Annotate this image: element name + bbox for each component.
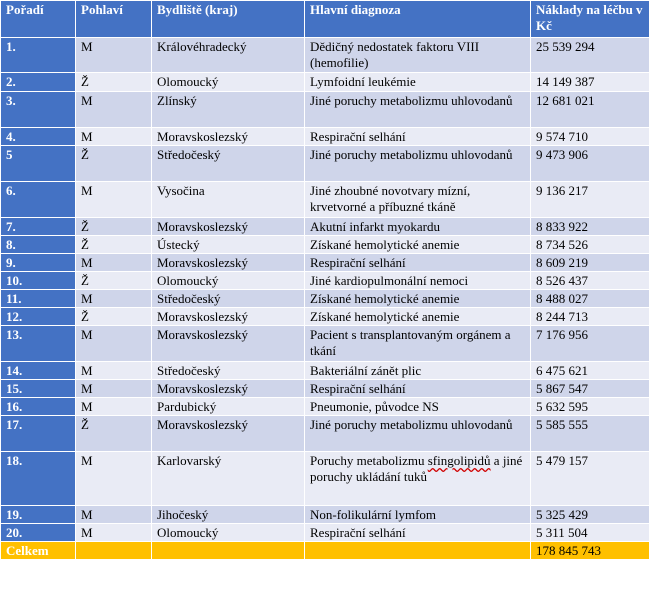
table-row — [1, 416, 650, 452]
row-cost: 7 176 956 — [531, 326, 650, 362]
row-rank: 15. — [1, 380, 76, 398]
row-rank: 10. — [1, 272, 76, 290]
row-cost: 9 136 217 — [531, 182, 650, 218]
row-rank: 12. — [1, 308, 76, 326]
row-cost: 5 867 547 — [531, 380, 650, 398]
table-row — [1, 182, 650, 218]
row-diagnosis: Získané hemolytické anemie — [305, 290, 531, 308]
row-rank: 16. — [1, 398, 76, 416]
table-row — [1, 272, 650, 290]
total-row — [1, 542, 650, 560]
row-gender: Ž — [76, 272, 152, 290]
row-diagnosis: Jiné kardiopulmonální nemoci — [305, 272, 531, 290]
header-diagnosis: Hlavní diagnoza — [305, 1, 531, 38]
table-row — [1, 326, 650, 362]
row-diagnosis: Respirační selhání — [305, 380, 531, 398]
row-region: Ústecký — [152, 236, 305, 254]
row-gender: Ž — [76, 308, 152, 326]
row-gender: M — [76, 380, 152, 398]
row-diagnosis: Získané hemolytické anemie — [305, 308, 531, 326]
row-region: Zlínský — [152, 92, 305, 128]
row-cost: 14 149 387 — [531, 73, 650, 92]
row-gender: Ž — [76, 236, 152, 254]
row-cost: 8 734 526 — [531, 236, 650, 254]
row-rank: 5 — [1, 146, 76, 182]
row-gender: M — [76, 38, 152, 73]
row-diagnosis: Jiné zhoubné novotvary mízní, krvetvorné a příbuzné tkáně — [305, 182, 531, 218]
total-empty-cell — [76, 542, 152, 560]
table-row — [1, 290, 650, 308]
total-empty-cell — [305, 542, 531, 560]
table-row — [1, 308, 650, 326]
row-cost: 8 609 219 — [531, 254, 650, 272]
row-cost: 8 526 437 — [531, 272, 650, 290]
row-region: Moravskoslezský — [152, 254, 305, 272]
row-gender: M — [76, 290, 152, 308]
diagnosis-text-part: a jiné poruchy ukládání tuků — [310, 453, 523, 484]
row-rank: 2. — [1, 73, 76, 92]
row-region: Moravskoslezský — [152, 308, 305, 326]
row-rank: 7. — [1, 218, 76, 236]
row-cost: 9 574 710 — [531, 128, 650, 146]
row-cost: 5 479 157 — [531, 452, 650, 506]
row-gender: Ž — [76, 416, 152, 452]
row-cost: 5 585 555 — [531, 416, 650, 452]
row-cost: 12 681 021 — [531, 92, 650, 128]
header-region: Bydliště (kraj) — [152, 1, 305, 38]
row-gender: M — [76, 92, 152, 128]
row-diagnosis: Pacient s transplantovaným orgánem a tkání — [305, 326, 531, 362]
total-cost: 178 845 743 — [531, 542, 650, 560]
row-region: Karlovarský — [152, 452, 305, 506]
row-diagnosis: Non-folikulární lymfom — [305, 506, 531, 524]
row-diagnosis: Pneumonie, původce NS — [305, 398, 531, 416]
row-diagnosis: Lymfoidní leukémie — [305, 73, 531, 92]
row-rank: 18. — [1, 452, 76, 506]
row-region: Olomoucký — [152, 524, 305, 542]
row-region: Středočeský — [152, 362, 305, 380]
diagnosis-text-part: Poruchy metabolizmu — [310, 453, 428, 468]
row-region: Vysočina — [152, 182, 305, 218]
row-region: Olomoucký — [152, 73, 305, 92]
row-cost: 5 632 595 — [531, 398, 650, 416]
row-gender: Ž — [76, 73, 152, 92]
row-diagnosis: Získané hemolytické anemie — [305, 236, 531, 254]
row-gender: M — [76, 452, 152, 506]
row-cost: 8 833 922 — [531, 218, 650, 236]
row-region: Olomoucký — [152, 272, 305, 290]
row-cost: 9 473 906 — [531, 146, 650, 182]
table-row — [1, 452, 650, 506]
row-region: Středočeský — [152, 290, 305, 308]
total-empty-cell — [152, 542, 305, 560]
row-gender: M — [76, 128, 152, 146]
table-row — [1, 380, 650, 398]
row-region: Moravskoslezský — [152, 416, 305, 452]
row-region: Moravskoslezský — [152, 380, 305, 398]
row-gender: M — [76, 524, 152, 542]
table-row — [1, 73, 650, 92]
row-rank: 4. — [1, 128, 76, 146]
row-rank: 1. — [1, 38, 76, 73]
row-cost: 8 488 027 — [531, 290, 650, 308]
row-region: Moravskoslezský — [152, 128, 305, 146]
header-gender: Pohlaví — [76, 1, 152, 38]
row-region: Moravskoslezský — [152, 218, 305, 236]
row-rank: 13. — [1, 326, 76, 362]
row-gender: M — [76, 326, 152, 362]
row-rank: 14. — [1, 362, 76, 380]
table-row — [1, 254, 650, 272]
row-region: Moravskoslezský — [152, 326, 305, 362]
row-gender: M — [76, 362, 152, 380]
row-rank: 17. — [1, 416, 76, 452]
header-cost: Náklady na léčbu v Kč — [531, 1, 650, 38]
table-row — [1, 92, 650, 128]
row-diagnosis: Akutní infarkt myokardu — [305, 218, 531, 236]
table-row — [1, 506, 650, 524]
row-diagnosis: Jiné poruchy metabolizmu uhlovodanů — [305, 92, 531, 128]
table-row — [1, 38, 650, 73]
row-diagnosis: Jiné poruchy metabolizmu uhlovodanů — [305, 416, 531, 452]
row-rank: 20. — [1, 524, 76, 542]
row-cost: 25 539 294 — [531, 38, 650, 73]
header-rank: Pořadí — [1, 1, 76, 38]
row-rank: 3. — [1, 92, 76, 128]
row-gender: Ž — [76, 218, 152, 236]
row-cost: 5 311 504 — [531, 524, 650, 542]
spellcheck-word: sfingolipidů — [427, 453, 491, 468]
row-diagnosis — [305, 452, 531, 506]
row-region: Pardubický — [152, 398, 305, 416]
row-region: Královéhradecký — [152, 38, 305, 73]
row-gender: M — [76, 398, 152, 416]
table-row — [1, 524, 650, 542]
row-rank: 8. — [1, 236, 76, 254]
row-cost: 8 244 713 — [531, 308, 650, 326]
row-diagnosis: Jiné poruchy metabolizmu uhlovodanů — [305, 146, 531, 182]
table-row — [1, 128, 650, 146]
row-diagnosis: Respirační selhání — [305, 128, 531, 146]
row-diagnosis: Respirační selhání — [305, 524, 531, 542]
table-row — [1, 362, 650, 380]
table-row — [1, 398, 650, 416]
row-gender: M — [76, 506, 152, 524]
table-row — [1, 218, 650, 236]
row-gender: M — [76, 182, 152, 218]
row-rank: 6. — [1, 182, 76, 218]
row-diagnosis: Dědičný nedostatek faktoru VIII (hemofilie) — [305, 38, 531, 73]
row-diagnosis: Respirační selhání — [305, 254, 531, 272]
row-rank: 11. — [1, 290, 76, 308]
row-rank: 9. — [1, 254, 76, 272]
row-cost: 6 475 621 — [531, 362, 650, 380]
table-header-row — [1, 1, 650, 38]
table-row — [1, 146, 650, 182]
row-cost: 5 325 429 — [531, 506, 650, 524]
row-region: Jihočeský — [152, 506, 305, 524]
table-row — [1, 236, 650, 254]
row-gender: M — [76, 254, 152, 272]
total-label: Celkem — [1, 542, 76, 560]
row-region: Středočeský — [152, 146, 305, 182]
row-diagnosis: Bakteriální zánět plic — [305, 362, 531, 380]
row-gender: Ž — [76, 146, 152, 182]
row-rank: 19. — [1, 506, 76, 524]
